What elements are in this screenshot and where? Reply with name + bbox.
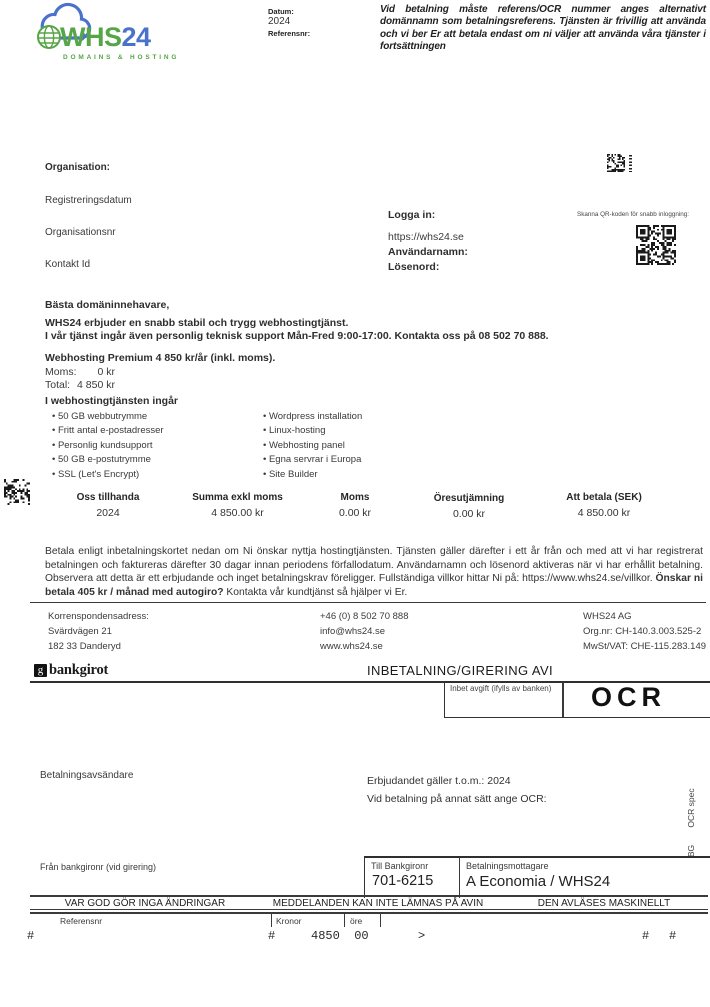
- email-address: info@whs24.se: [320, 626, 386, 637]
- referensnr-field-label: Referensnr: [60, 916, 103, 926]
- feature-item: • Webhosting panel: [263, 439, 362, 453]
- slip-rule-double-1: [30, 909, 708, 910]
- vat-number: MwSt/VAT: CHE-115.283.149: [583, 641, 707, 652]
- summary-col-oss-tillhanda: [48, 492, 168, 519]
- terms-paragraph: [45, 545, 703, 599]
- address-line: Svärdvägen 21: [48, 626, 112, 637]
- brand-24: 24: [121, 22, 151, 52]
- bankgirot-icon: g: [34, 664, 47, 677]
- address-line: Korrenspondensadress:: [48, 611, 149, 622]
- betalningsavsandare-label: Betalningsavsändare: [40, 770, 134, 781]
- no-changes-notice: VAR GOD GÖR INGA ÄNDRINGAR: [64, 898, 226, 909]
- correspondence-address: [48, 609, 149, 654]
- summary-value: 4 850.00 kr: [577, 507, 631, 519]
- offer-valid-until: Erbjudandet gäller t.o.m.: 2024: [367, 775, 511, 787]
- includes-title: I webhostingtjänsten ingår: [45, 395, 179, 407]
- footer-divider: [30, 602, 706, 603]
- feature-list-left: [52, 410, 164, 482]
- summary-label: Summa exkl moms: [192, 492, 283, 503]
- login-url: https://whs24.se: [388, 231, 464, 243]
- ocr-spec-vertical-label: OCR spec: [686, 788, 696, 828]
- qr-caption: Skanna QR-koden för snabb inloggning:: [577, 211, 690, 218]
- summary-label: Oss tillhanda: [76, 492, 140, 503]
- feature-item: • SSL (Let's Encrypt): [52, 468, 164, 482]
- intro-line-1: WHS24 erbjuder en snabb stabil och trygg webhostingtjänst.: [45, 317, 349, 329]
- machine-hash: #: [642, 929, 650, 943]
- summary-value: 2024: [96, 507, 120, 519]
- password-label: Lösenord:: [388, 261, 440, 273]
- other-payment-note: Vid betalning på annat sätt ange OCR:: [367, 793, 547, 805]
- intro-line-2: I vår tjänst ingår även personlig teknisk support Mån-Fred 9:00-17:00. Kontakta oss på 08 502 70 888.: [45, 330, 549, 342]
- summary-col-summa: [180, 492, 295, 519]
- field-tick: [380, 914, 381, 927]
- recipient-box: [364, 856, 710, 898]
- terms-text-after: Kontakta vår kundtjänst så hjälper vi Er.: [226, 586, 408, 598]
- summary-label: Moms: [340, 492, 370, 503]
- feature-item: • Personlig kundsupport: [52, 439, 164, 453]
- slip-rule-double-2: [30, 912, 708, 914]
- summary-value: 0.00 kr: [452, 508, 486, 520]
- datum-value: 2024: [268, 16, 291, 27]
- registreringsdatum-label: Registreringsdatum: [45, 195, 132, 206]
- slip-rule-top: [30, 895, 708, 897]
- machine-arrow: >: [418, 929, 426, 943]
- login-title: Logga in:: [388, 209, 436, 221]
- summary-col-att-betala: [540, 492, 668, 519]
- summary-datamatrix-icon: [4, 479, 30, 505]
- product-line: Webhosting Premium 4 850 kr/år (inkl. moms).: [45, 352, 276, 364]
- summary-label: Öresutjämning: [433, 493, 505, 504]
- moms-label: Moms:: [45, 366, 77, 378]
- field-tick: [271, 914, 272, 927]
- contact-info: [320, 609, 408, 654]
- moms-value: 0 kr: [97, 366, 115, 378]
- organisation-label: Organisation:: [45, 162, 111, 173]
- bankgirot-logo: [34, 662, 108, 679]
- summary-value: 0.00 kr: [338, 507, 372, 519]
- terms-text: Betala enligt inbetalningskortet nedan om Ni önskar nyttja hostingtjänsten. Tjänsten gäller därefter i ett år från och med att vi har registrerat betalningen och faktureras därefter 30 dagar innan periodens förfallodatum. Användarnamn och lösenord aktiveras när vi har erhållit betalning. Observera att detta är ett erbjudande och inget betalningskrav föreligger. Fullständiga villkor hittar Ni på: https://www.whs24.se/villkor.: [45, 546, 703, 585]
- kontakt-id-label: Kontakt Id: [45, 259, 91, 270]
- bankgirot-name: bankgirot: [49, 662, 109, 678]
- total-value: 4 850 kr: [77, 379, 115, 391]
- till-bankgironr-label: Till Bankgironr: [371, 861, 429, 871]
- recipient-name: A Economia / WHS24: [466, 873, 611, 890]
- feature-item: • 50 GB webbutrymme: [52, 410, 164, 424]
- organisationsnr-label: Organisationsnr: [45, 227, 116, 238]
- datamatrix-code-icon: [607, 154, 625, 172]
- machine-hash: #: [268, 929, 276, 943]
- address-line: 182 33 Danderyd: [48, 641, 121, 652]
- ocr-heading: OCR: [591, 682, 666, 712]
- summary-label: Att betala (SEK): [566, 492, 642, 503]
- field-tick: [344, 914, 345, 927]
- inbet-avgift-label: Inbet avgift (ifylls av banken): [450, 684, 552, 693]
- machine-amount: 4850 00: [311, 929, 369, 943]
- recipient-box-divider: [459, 858, 460, 898]
- website: www.whs24.se: [320, 641, 383, 652]
- payment-notice: Vid betalning måste referens/OCR nummer anges alternativt domännamn som betalningsreferens. Tjänsten är frivillig att använda och vi ber Er att betala endast om ni väljer att använda våra tjänster i fortsättningen: [380, 4, 706, 53]
- bankgiro-number: 701-6215: [372, 873, 434, 889]
- username-label: Användarnamn:: [388, 246, 468, 258]
- brand-tagline: DOMAINS & HOSTING: [63, 54, 180, 61]
- bg-vertical-label: BG: [686, 844, 696, 858]
- terms-bold-offer: Önskar ni betala 405 kr / månad med autogiro?: [45, 573, 703, 598]
- feature-item: • Fritt antal e-postadresser: [52, 424, 164, 438]
- ocr-box-divider: [562, 682, 564, 717]
- kronor-field-label: Kronor: [276, 916, 302, 926]
- feature-item: • Linux-hosting: [263, 424, 362, 438]
- betalningsmottagare-label: Betalningsmottagare: [466, 861, 549, 871]
- total-label: Total:: [45, 379, 71, 391]
- machine-read-notice: DEN AVLÄSES MASKINELLT: [537, 898, 671, 909]
- feature-item: • 50 GB e-postutrymme: [52, 453, 164, 467]
- company-info: [583, 609, 706, 654]
- feature-item: • Site Builder: [263, 468, 362, 482]
- barcode-marks-icon: [629, 155, 632, 172]
- avi-title: INBETALNING/GIRERING AVI: [366, 663, 554, 678]
- summary-col-oresutjamning: [413, 493, 525, 520]
- ocr-box: [444, 682, 710, 718]
- login-qr-code-icon: [636, 225, 676, 265]
- datum-label: Datum:: [268, 7, 294, 16]
- org-number: Org.nr: CH-140.3.003.525-2: [583, 626, 702, 637]
- machine-hash: #: [27, 929, 35, 943]
- no-messages-notice: MEDDELANDEN KAN INTE LÄMNAS PÅ AVIN: [272, 898, 484, 909]
- ore-field-label: öre: [350, 916, 363, 926]
- referensnr-label: Referensnr:: [268, 29, 311, 38]
- from-bankgiro-label: Från bankgironr (vid girering): [40, 862, 157, 872]
- brand-whs: WHS: [60, 22, 122, 52]
- company-name: WHS24 AG: [583, 611, 632, 622]
- feature-item: • Wordpress installation: [263, 410, 362, 424]
- feature-list-right: [263, 410, 362, 482]
- feature-item: • Egna servrar i Europa: [263, 453, 362, 467]
- greeting: Bästa domäninnehavare,: [45, 299, 170, 311]
- summary-value: 4 850.00 kr: [211, 507, 264, 519]
- machine-hash: #: [669, 929, 677, 943]
- summary-col-moms: [305, 492, 405, 519]
- phone-number: +46 (0) 8 502 70 888: [320, 611, 409, 622]
- brand-wordmark: [60, 22, 151, 53]
